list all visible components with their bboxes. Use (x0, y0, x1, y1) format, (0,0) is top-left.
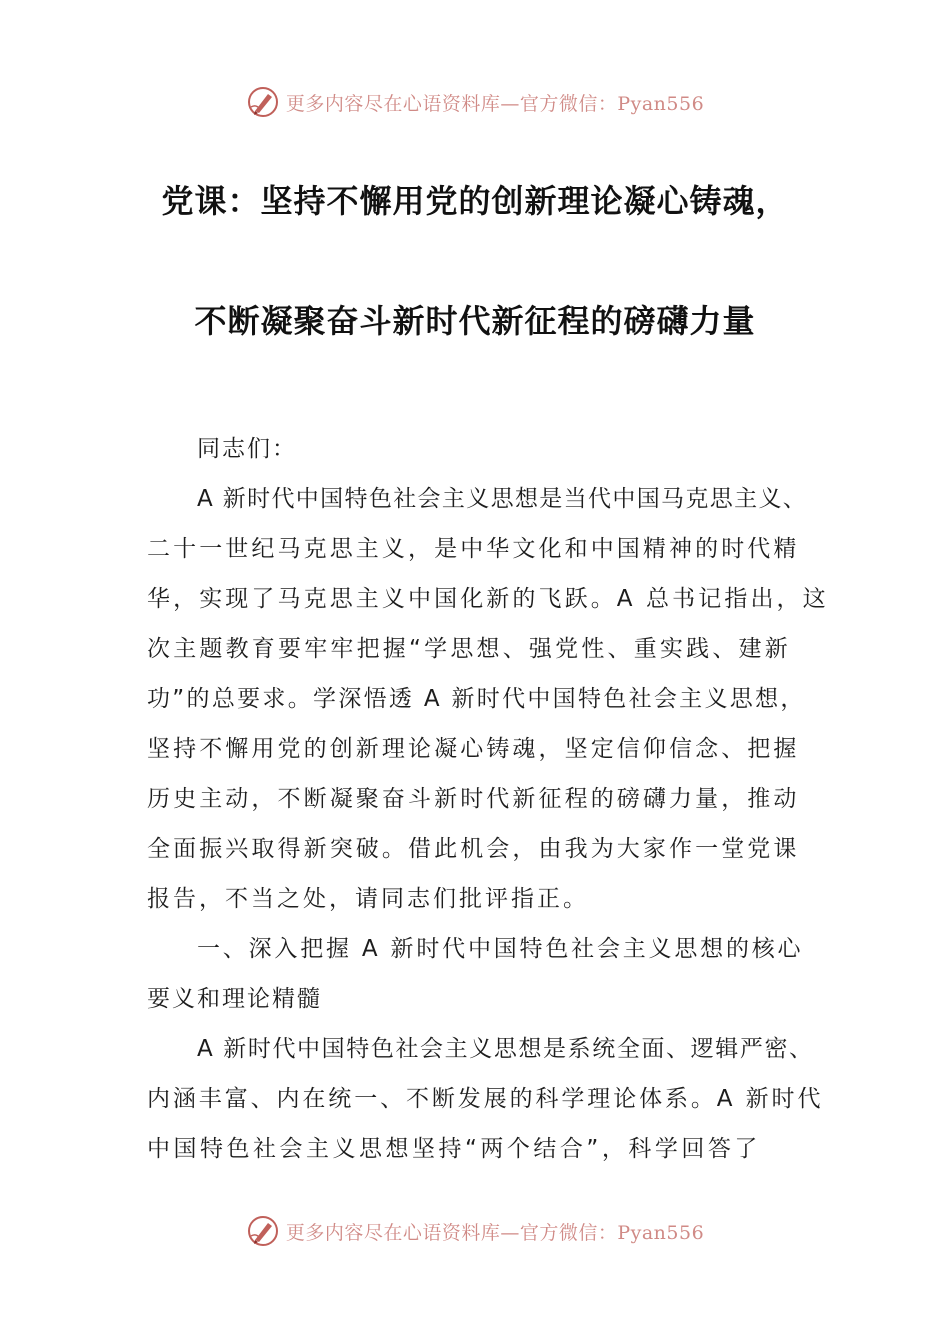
watermark-text: 更多内容尽在心语资料库—官方微信：Pyan556 (285, 92, 705, 115)
body-line: A 新时代中国特色社会主义思想是当代中国马克思主义、 (197, 486, 808, 512)
body-line: 次主题教育要牢牢把握“学思想、强党性、重实践、建新 (147, 636, 791, 662)
section-heading-line: 要义和理论精髓 (147, 986, 322, 1012)
body-line: 全面振兴取得新突破。借此机会，由我为大家作一堂党课 (147, 836, 800, 862)
body-line: 内涵丰富、内在统一、不断发展的科学理论体系。A 新时代 (147, 1086, 824, 1112)
document-title-line-2: 不断凝聚奋斗新时代新征程的磅礴力量 (194, 302, 756, 340)
body-line: 坚持不懈用党的创新理论凝心铸魂，坚定信仰信念、把握 (147, 736, 800, 762)
body-line: 报告，不当之处，请同志们批评指正。 (147, 886, 589, 912)
body-line: 功”的总要求。学深悟透 A 新时代中国特色社会主义思想， (147, 686, 806, 712)
body-line: 华，实现了马克思主义中国化新的飞跃。A 总书记指出，这 (147, 586, 829, 612)
body-line: A 新时代中国特色社会主义思想是系统全面、逻辑严密、 (197, 1036, 814, 1062)
body-line: 同志们： (197, 436, 297, 462)
document-title-line-1: 党课：坚持不懈用党的创新理论凝心铸魂， (161, 182, 789, 220)
footer-watermark (0, 1211, 950, 1251)
pen-logo-icon (246, 1214, 280, 1248)
body-line: 历史主动，不断凝聚奋斗新时代新征程的磅礴力量，推动 (147, 786, 800, 812)
header-watermark (0, 82, 950, 122)
section-heading-line: 一、深入把握 A 新时代中国特色社会主义思想的核心 (197, 936, 804, 962)
body-line: 二十一世纪马克思主义，是中华文化和中国精神的时代精 (147, 536, 800, 562)
body-line: 中国特色社会主义思想坚持“两个结合”，科学回答了 (147, 1136, 761, 1162)
watermark-text: 更多内容尽在心语资料库—官方微信：Pyan556 (285, 1221, 705, 1244)
pen-logo-icon (246, 85, 280, 119)
